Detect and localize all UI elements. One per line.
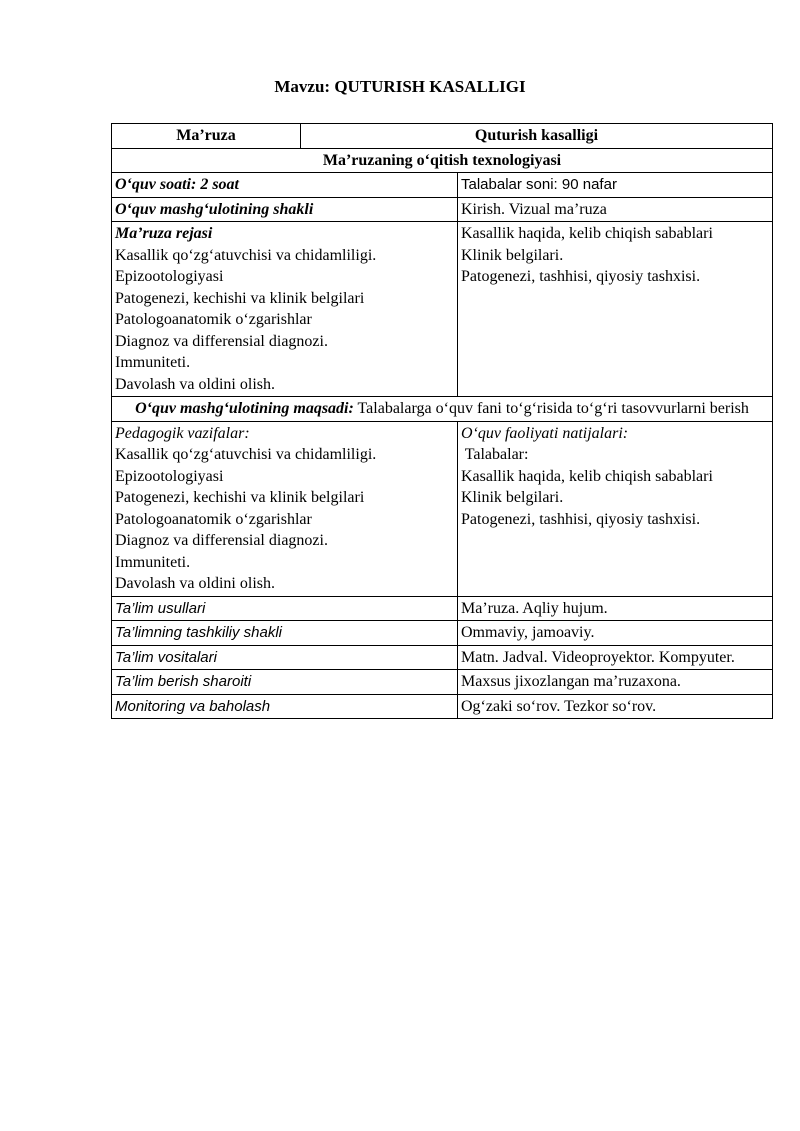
pedagogical-item: Diagnoz va differensial diagnozi. xyxy=(115,532,328,549)
organization-label: Ta’limning tashkiliy shakli xyxy=(112,621,458,646)
plan-item: Patologoanatomik o‘zgarishlar xyxy=(115,311,312,328)
results-heading: O‘quv faoliyati natijalari: xyxy=(461,424,629,442)
table-row xyxy=(112,670,773,695)
plan-item: Kasallik qo‘zg‘atuvchisi va chidamliligi. xyxy=(115,246,377,264)
plan-item: Davolash va oldini olish. xyxy=(115,375,275,393)
monitoring-value: Og‘zaki so‘rov. Tezkor so‘rov. xyxy=(458,694,773,719)
table-row xyxy=(112,645,773,670)
plan-right-item: Klinik belgilari. xyxy=(461,246,564,264)
pedagogical-item: Kasallik qo‘zg‘atuvchisi va chidamliligi. xyxy=(115,446,377,463)
technology-heading: Ma’ruzaning o‘qitish texnologiyasi xyxy=(112,148,773,173)
tasks-row xyxy=(112,421,773,596)
plan-item: Epizootologiyasi xyxy=(115,268,224,285)
header-lecture-label: Ma’ruza xyxy=(112,124,301,149)
monitoring-label: Monitoring va baholash xyxy=(112,694,458,719)
table-row xyxy=(112,173,773,198)
organization-value: Ommaviy, jamoaviy. xyxy=(458,621,773,646)
header-row xyxy=(112,124,773,149)
conditions-value: Maxsus jixozlangan ma’ruzaxona. xyxy=(458,670,773,695)
results-subheading: Talabalar: xyxy=(461,446,529,463)
plan-item: Immuniteti. xyxy=(115,354,191,371)
plan-cell xyxy=(112,222,458,397)
methods-label: Ta’lim usullari xyxy=(112,596,458,621)
header-lecture-topic: Quturish kasalligi xyxy=(301,124,773,149)
hours-label: O‘quv soati: 2 soat xyxy=(112,173,458,198)
pedagogical-item: Immuniteti. xyxy=(115,553,191,571)
results-item: Kasallik haqida, kelib chiqish sabablari xyxy=(461,467,713,485)
table-row xyxy=(112,694,773,719)
table-row xyxy=(112,197,773,222)
technology-row xyxy=(112,148,773,173)
goal-cell xyxy=(112,397,773,422)
pedagogical-item: Epizootologiyasi xyxy=(115,467,224,485)
lecture-table xyxy=(111,123,773,719)
plan-item: Patogenezi, kechishi va klinik belgilari xyxy=(115,289,365,307)
methods-value: Ma’ruza. Aqliy hujum. xyxy=(458,596,773,621)
form-value: Kirish. Vizual ma’ruza xyxy=(458,197,773,222)
table-row xyxy=(112,596,773,621)
plan-right-item: Kasallik haqida, kelib chiqish sabablari xyxy=(461,225,713,242)
pedagogical-item: Patologoanatomik o‘zgarishlar xyxy=(115,510,312,528)
plan-item: Diagnoz va differensial diagnozi. xyxy=(115,332,328,350)
tools-label: Ta’lim vositalari xyxy=(112,645,458,670)
conditions-label: Ta’lim berish sharoiti xyxy=(112,670,458,695)
form-label: O‘quv mashg‘ulotining shakli xyxy=(112,197,458,222)
pedagogical-item: Patogenezi, kechishi va klinik belgilari xyxy=(115,489,365,506)
results-cell xyxy=(458,421,773,596)
pedagogical-heading: Pedagogik vazifalar: xyxy=(115,424,250,442)
goal-row xyxy=(112,397,773,422)
page-title: Mavzu: QUTURISH KASALLIGI xyxy=(274,77,526,96)
plan-right-item: Patogenezi, tashhisi, qiyosiy tashxisi. xyxy=(461,268,701,285)
plan-row xyxy=(112,222,773,397)
pedagogical-item: Davolash va oldini olish. xyxy=(115,575,275,592)
pedagogical-cell xyxy=(112,421,458,596)
hours-value: Talabalar soni: 90 nafar xyxy=(458,173,773,198)
goal-label: O‘quv mashg‘ulotining maqsadi: xyxy=(135,400,354,417)
goal-text: Talabalarga o‘quv fani to‘g‘risida to‘g‘ri tasovvurlarni berish xyxy=(353,400,749,417)
results-item: Klinik belgilari. xyxy=(461,489,564,506)
tools-value: Matn. Jadval. Videoproyektor. Kompyuter. xyxy=(458,645,773,670)
table-row xyxy=(112,621,773,646)
plan-right-cell xyxy=(458,222,773,397)
results-item: Patogenezi, tashhisi, qiyosiy tashxisi. xyxy=(461,510,701,528)
plan-heading: Ma’ruza rejasi xyxy=(115,225,213,242)
